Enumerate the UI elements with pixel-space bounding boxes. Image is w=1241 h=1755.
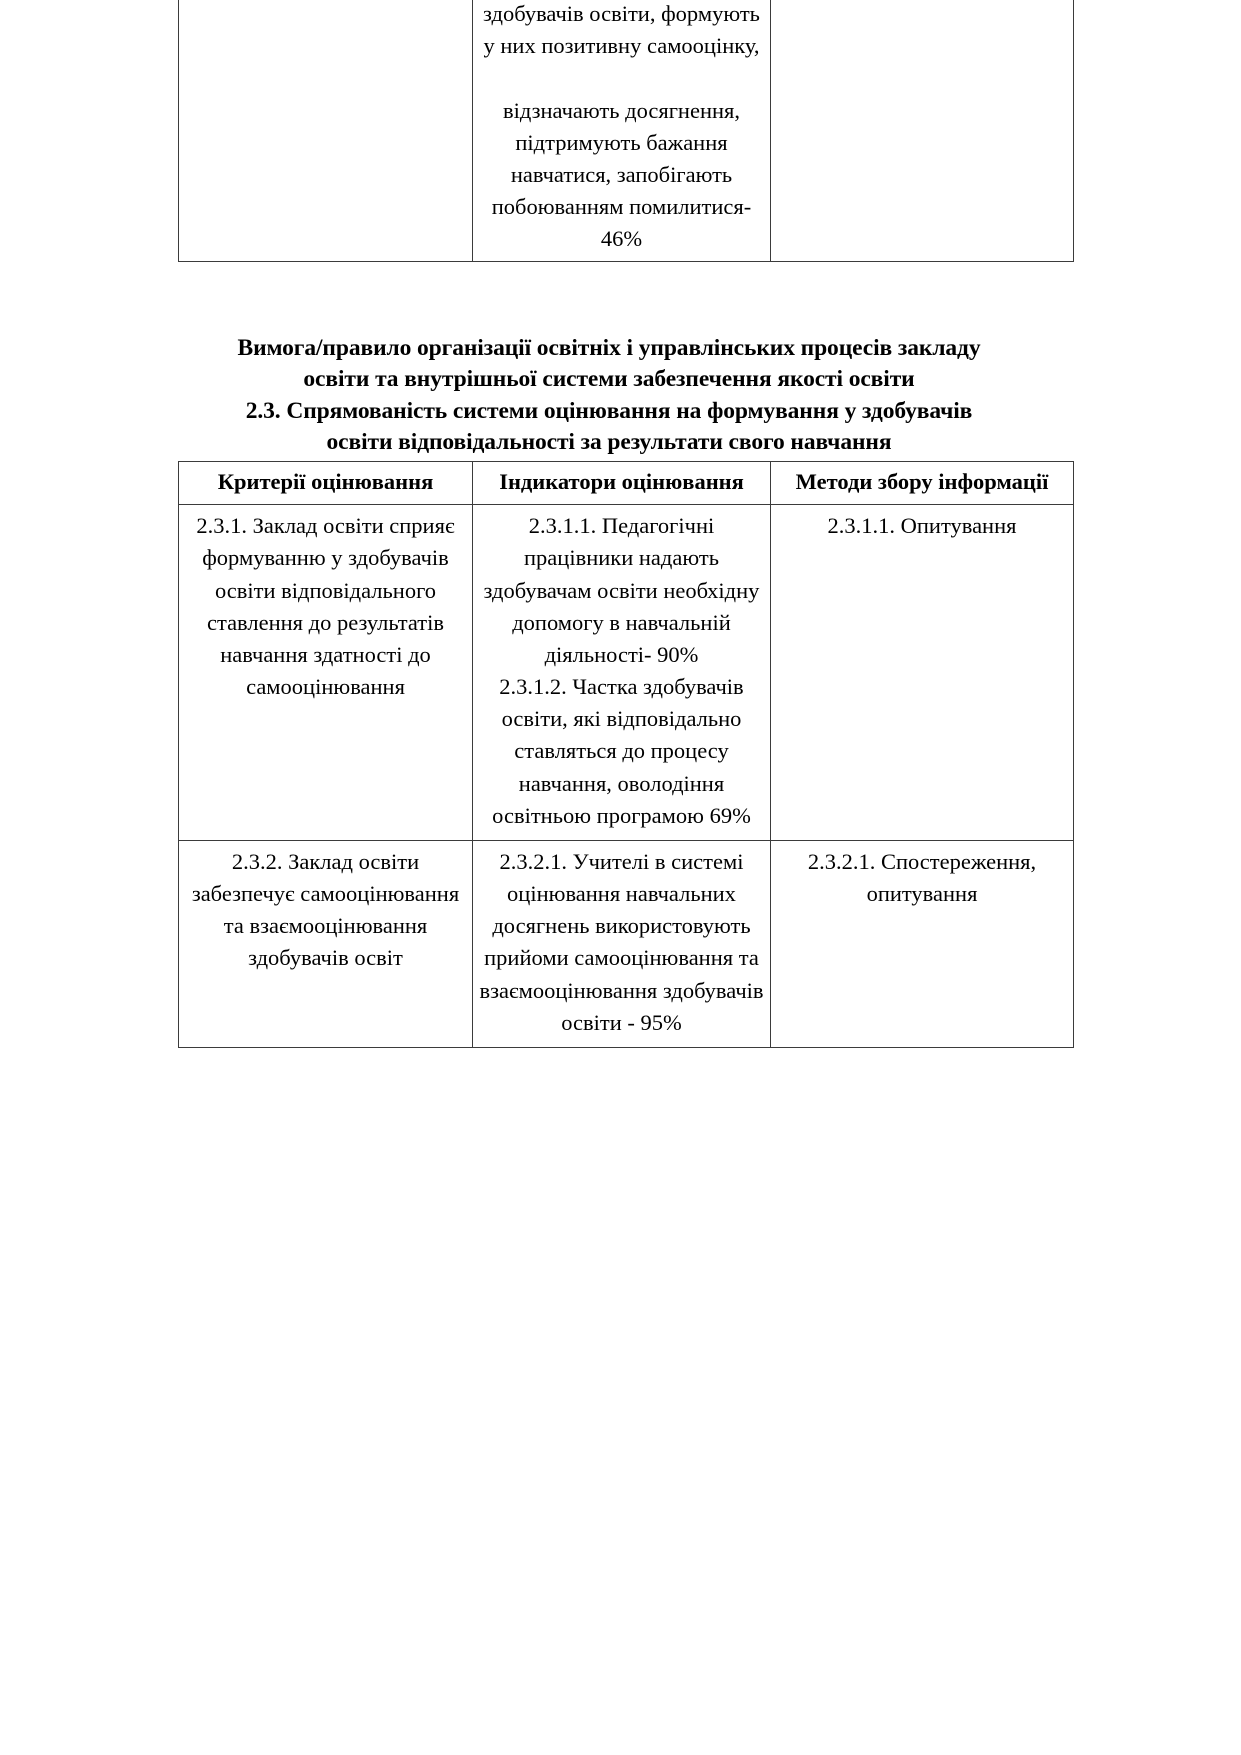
column-header-methods: Методи збору інформації xyxy=(771,462,1074,505)
column-header-indicators: Індикатори оцінювання xyxy=(473,462,771,505)
continued-indicator-paragraph-1: здобувачів освіти, формують у них позитивну самооцінку, xyxy=(483,1,760,59)
indicator-paragraph-1: 2.3.2.1. Учителі в системі оцінювання навчальних досягнень використовують прийоми самооцінювання та взаємооцінювання здобувачів освіти - 95% xyxy=(479,848,764,1035)
continued-criteria-cell xyxy=(179,0,473,262)
table-row xyxy=(179,0,1074,262)
indicators-cell xyxy=(473,505,771,841)
section-heading xyxy=(178,333,1040,459)
indicator-paragraph-2: 2.3.1.2. Частка здобувачів освіти, які відповідально ставляться до процесу навчання, оволодіння освітньою програмою 69% xyxy=(492,674,751,828)
heading-line-3: 2.3. Спрямованість системи оцінювання на формування у здобувачів xyxy=(245,397,973,424)
indicators-cell xyxy=(473,840,771,1047)
paragraph-spacer xyxy=(479,62,764,94)
column-header-criteria: Критерії оцінювання xyxy=(179,462,473,505)
heading-line-2: освіти та внутрішньої системи забезпечення якості освіти xyxy=(303,366,915,393)
criteria-cell: 2.3.2. Заклад освіти забезпечує самооцінювання та взаємооцінювання здобувачів освіт xyxy=(179,840,473,1047)
continued-indicators-cell xyxy=(473,0,771,262)
methods-cell: 2.3.1.1. Опитування xyxy=(771,505,1074,841)
continued-table xyxy=(178,0,1074,262)
indicator-paragraph-1: 2.3.1.1. Педагогічні працівники надають здобувачам освіти необхідну допомогу в навчальній діяльності- 90% xyxy=(483,513,760,667)
criteria-cell: 2.3.1. Заклад освіти сприяє формуванню у здобувачів освіти відповідального ставлення до результатів навчання здатності до самооцінювання xyxy=(179,505,473,841)
table-row xyxy=(179,505,1074,841)
methods-cell: 2.3.2.1. Спостереження, опитування xyxy=(771,840,1074,1047)
table-row xyxy=(179,840,1074,1047)
criteria-table xyxy=(178,461,1074,1048)
continued-methods-cell xyxy=(771,0,1074,262)
continued-indicator-paragraph-2: відзначають досягнення, підтримують бажання навчатися, запобігають побоюванням помилитися- 46% xyxy=(491,97,752,252)
heading-line-1: Вимога/правило організації освітніх і управлінських процесів закладу xyxy=(237,335,981,361)
table-header-row xyxy=(179,462,1074,505)
heading-line-4: освіти відповідальності за результати свого навчання xyxy=(326,429,892,456)
